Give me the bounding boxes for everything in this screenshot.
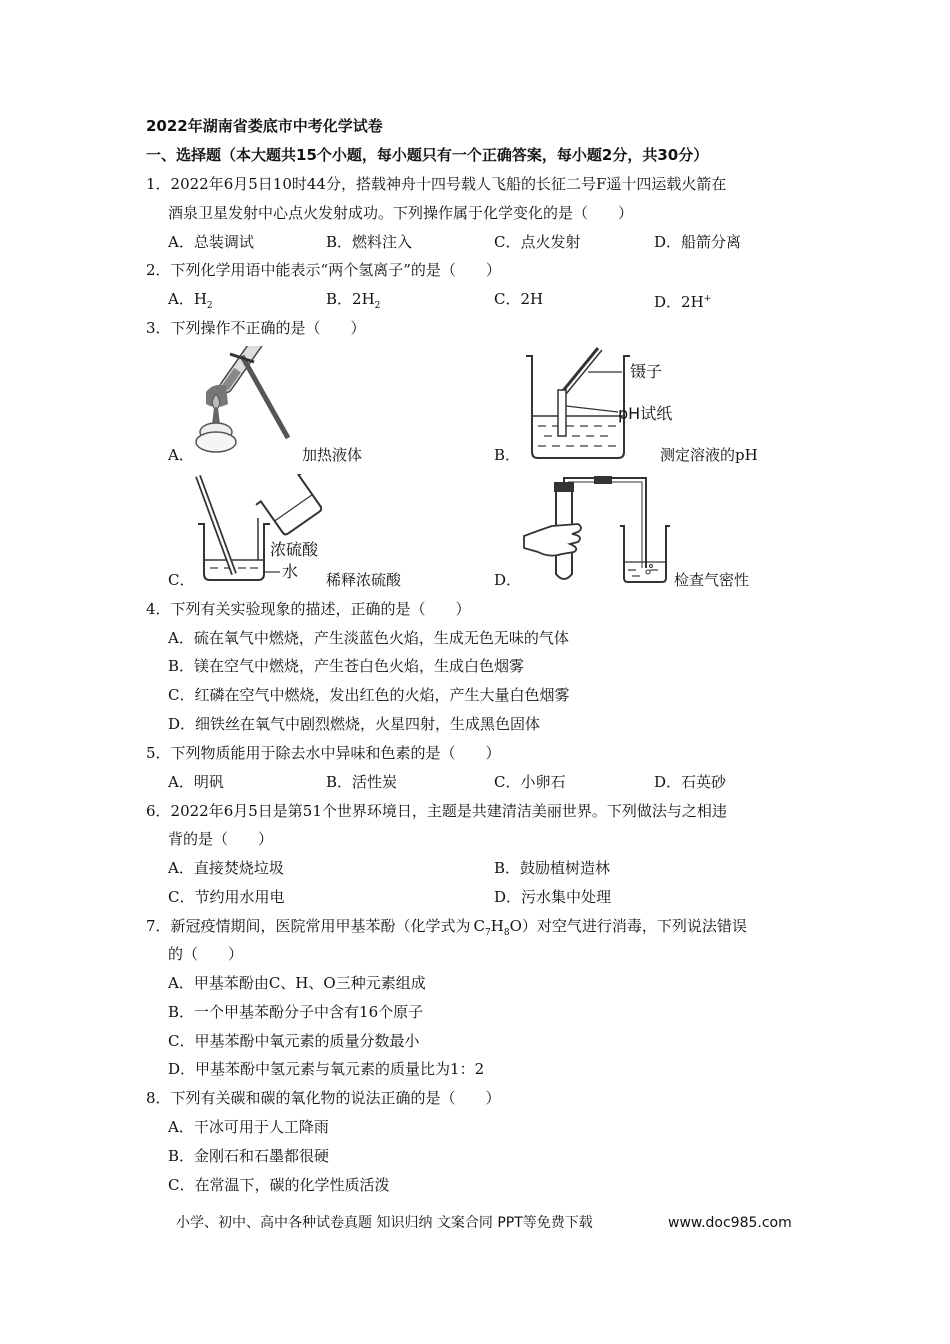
q3-option-a: A． <box>168 446 194 464</box>
q1-option-a: A．总装调试 <box>168 233 254 251</box>
q5-option-a: A．明矾 <box>168 773 224 791</box>
q6-stem-line1: 6．2022年6月5日是第51个世界环境日，主题是共建清洁美丽世界。下列做法与之相违 <box>146 802 727 820</box>
q3-caption-a: 加热液体 <box>302 446 363 464</box>
q1-option-b: B．燃料注入 <box>326 233 413 251</box>
q5-option-c: C．小卵石 <box>494 773 566 791</box>
footer-text: 小学、初中、高中各种试卷真题 知识归纳 文案合同 PPT等免费下载 <box>176 1215 593 1231</box>
q3-caption-d: 检查气密性 <box>674 571 750 589</box>
q7-stem-line2: 的（ ） <box>168 945 244 963</box>
q7-option-b: B．一个甲基苯酚分子中含有16个原子 <box>168 1003 424 1021</box>
acid-label: 浓硫酸 <box>270 540 319 559</box>
q1-option-c: C．点火发射 <box>494 233 581 251</box>
q6-option-d: D．污水集中处理 <box>494 888 612 906</box>
q3-option-c: C． <box>168 571 195 589</box>
q8-option-a: A．干冰可用于人工降雨 <box>168 1118 329 1136</box>
q3-caption-c: 稀释浓硫酸 <box>326 571 402 589</box>
heating-liquid-figure <box>192 346 292 458</box>
q2-stem: 2．下列化学用语中能表示“两个氢离子”的是（ ） <box>146 261 501 279</box>
q1-stem-line1: 1．2022年6月5日10时44分，搭载神舟十四号载人飞船的长征二号F遥十四运载火箭在 <box>146 175 727 193</box>
footer-url[interactable]: www.doc985.com <box>668 1215 792 1231</box>
section-heading: 一、选择题（本大题共15个小题，每小题只有一个正确答案，每小题2分，共30分） <box>146 146 709 164</box>
q1-option-d: D．船箭分离 <box>654 233 742 251</box>
q7-option-d: D．甲基苯酚中氢元素与氧元素的质量比为1：2 <box>168 1060 485 1078</box>
tweezers-label: 镊子 <box>630 362 663 381</box>
ph-paper-label: pH试纸 <box>618 404 673 423</box>
q1-stem-line2: 酒泉卫星发射中心点火发射成功。下列操作属于化学变化的是（ ） <box>168 204 634 222</box>
q5-option-d: D．石英砂 <box>654 773 727 791</box>
q2-option-a: A．$H_2$ <box>168 290 213 311</box>
page-title: 2022年湖南省娄底市中考化学试卷 <box>146 117 383 135</box>
q8-stem: 8．下列有关碳和碳的氧化物的说法正确的是（ ） <box>146 1089 501 1107</box>
q5-stem: 5．下列物质能用于除去水中异味和色素的是（ ） <box>146 744 501 762</box>
q7-option-c: C．甲基苯酚中氧元素的质量分数最小 <box>168 1032 420 1050</box>
q5-option-b: B．活性炭 <box>326 773 398 791</box>
water-label: 水 <box>282 562 299 581</box>
q7-stem-line1: 7．新冠疫情期间，医院常用甲基苯酚（化学式为 $C_7H_8O$）对空气进行消毒，下列说法错误 <box>146 917 747 938</box>
q8-option-c: C．在常温下，碳的化学性质活泼 <box>168 1176 390 1194</box>
q7-option-a: A．甲基苯酚由C、H、O三种元素组成 <box>168 974 426 992</box>
q6-option-b: B．鼓励植树造林 <box>494 859 611 877</box>
chemical-formula: $C_7H_8O$ <box>473 917 522 938</box>
airtightness-figure <box>520 476 670 586</box>
q6-option-a: A．直接焚烧垃圾 <box>168 859 284 877</box>
q3-stem: 3．下列操作不正确的是（ ） <box>146 319 366 337</box>
q4-option-b: B．镁在空气中燃烧，产生苍白色火焰，生成白色烟雾 <box>168 657 525 675</box>
q8-option-b: B．金刚石和石墨都很硬 <box>168 1147 330 1165</box>
q6-stem-line2: 背的是（ ） <box>168 830 274 848</box>
q6-option-c: C．节约用水用电 <box>168 888 285 906</box>
q4-option-d: D．细铁丝在氧气中剧烈燃烧，火星四射，生成黑色固体 <box>168 715 541 733</box>
q4-option-c: C．红磷在空气中燃烧，发出红色的火焰，产生大量白色烟雾 <box>168 686 570 704</box>
q3-caption-b: 测定溶液的pH <box>660 446 758 464</box>
q3-option-b: B． <box>494 446 521 464</box>
q4-stem: 4．下列有关实验现象的描述，正确的是（ ） <box>146 600 471 618</box>
q3-option-d: D． <box>494 571 522 589</box>
q4-option-a: A．硫在氧气中燃烧，产生淡蓝色火焰，生成无色无味的气体 <box>168 629 569 647</box>
dilute-acid-figure <box>192 474 322 586</box>
q2-option-c: C．2H <box>494 290 544 308</box>
q2-option-b: B．$2H_2$ <box>326 290 381 311</box>
q2-option-d: D．2H+ <box>654 293 712 311</box>
